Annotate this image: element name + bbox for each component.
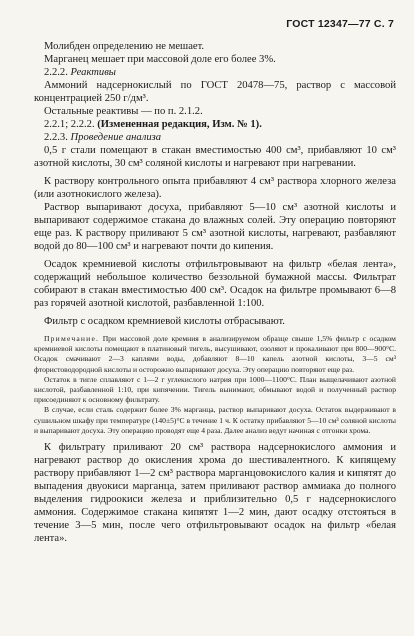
paragraph: Фильтр с осадком кремниевой кислоты отбрасывают. xyxy=(44,316,285,327)
page-header: ГОСТ 12347—77 С. 7 xyxy=(286,18,394,30)
paragraph: Аммоний надсернокислый по ГОСТ 20478—75, раствор с массовой концентрацией 250 г/дм³. xyxy=(34,80,396,104)
paragraph: Марганец мешает при массовой доле его более 3%. xyxy=(44,54,276,65)
clause-refs: 2.2.1; 2.2.2. xyxy=(44,119,95,130)
paragraph: 0,5 г стали помещают в стакан вместимостью 400 см³, прибавляют 10 см³ азотной кислоты, 30 см³ соляной кислоты и нагревают при нагревании. xyxy=(34,145,396,169)
note-paragraph: В случае, если сталь содержит более 3% марганца, раствор выпаривают досуха. Остаток выдерживают в сушильном шкафу при температуре (140±5)°С в течение 1 ч. К остатку прибавляют 5—10 см³ соляной кислоты и выпаривают досуха. Эту операцию проводят еще 4 раза. Далее анализ ведут начиная с отгонки хрома. xyxy=(34,405,396,435)
note-paragraph xyxy=(34,334,396,375)
paragraph: Раствор выпаривают досуха, прибавляют 5—10 см³ азотной кислоты и выпаривают содержимое стакана до влажных солей. Эту операцию повторяют еще раз. К раствору приливают 5 см³ азотной кислоты, нагревают, разбавляют водой до 80—100 см³ и нагревают почти до кипения. xyxy=(34,202,396,252)
note-label: Примечание. xyxy=(44,334,100,343)
paragraph: Молибден определению не мешает. xyxy=(44,41,205,52)
section-title: Реактивы xyxy=(70,67,116,78)
section-heading xyxy=(34,66,396,79)
section-number: 2.2.2. xyxy=(44,67,68,78)
paragraph: Остальные реактивы — по п. 2.1.2. xyxy=(44,106,203,117)
amendment-note: (Измененная редакция, Изм. № 1). xyxy=(97,119,262,130)
note-text: При массовой доле кремния в анализируемом образце свыше 1,5% фильтр с осадком кремниевой кислоты помещают в платиновый тигель, высушивают, озоляют и прокаливают при 800—900°С. Осадок смачивают 2—3 каплями воды, добавляют 8—10 капель азотной кислоты, 3—5 см³ фтористоводородной кислоты и осторожно выпаривают досуха. Эту операцию повторяют еще раз. xyxy=(34,334,396,374)
paragraph: К фильтрату приливают 20 см³ раствора надсернокислого аммония и нагревают раствор до окисления хрома до шестивалентного. К кипящему раствору прибавляют 1—2 см³ раствора марганцовокислого калия и кипятят до выпадения двуокиси марганца, затем приливают раствор аммиака до полного выделения гидроокиси железа и приблизительно 0,5 г надсернокислого аммония. Содержимое стакана кипятят 1—2 мин, дают осадку отстояться в течение 3—5 мин, после чего отфильтровывают осадок на фильтр «белая лента». xyxy=(34,442,396,545)
section-title: Проведение анализа xyxy=(70,132,162,143)
paragraph: К раствору контрольного опыта прибавляют 4 см³ раствора хлорного железа (или азотнокислого железа). xyxy=(34,176,396,200)
section-number: 2.2.3. xyxy=(44,132,68,143)
section-heading xyxy=(34,131,396,144)
document-body xyxy=(34,40,396,545)
amendment-line xyxy=(34,118,396,131)
note-paragraph: Остаток в тигле сплавляют с 1—2 г углекислого натрия при 1000—1100°С. План выщелачивают азотной кислотой, разбавленной 1:10, при кипячении. Тигель вынимают, обмывают водой и полученный раствор присоединяют к основному фильтрату. xyxy=(34,374,396,405)
paragraph: Осадок кремниевой кислоты отфильтровывают на фильтр «белая лента», содержащий небольшое количество беззольной бумажной массы. Фильтрат собирают в стакан вместимостью 400 см³. Осадок на фильтре промывают 6—8 раз горячей азотной кислотой, разбавленной 1:100. xyxy=(34,259,396,309)
